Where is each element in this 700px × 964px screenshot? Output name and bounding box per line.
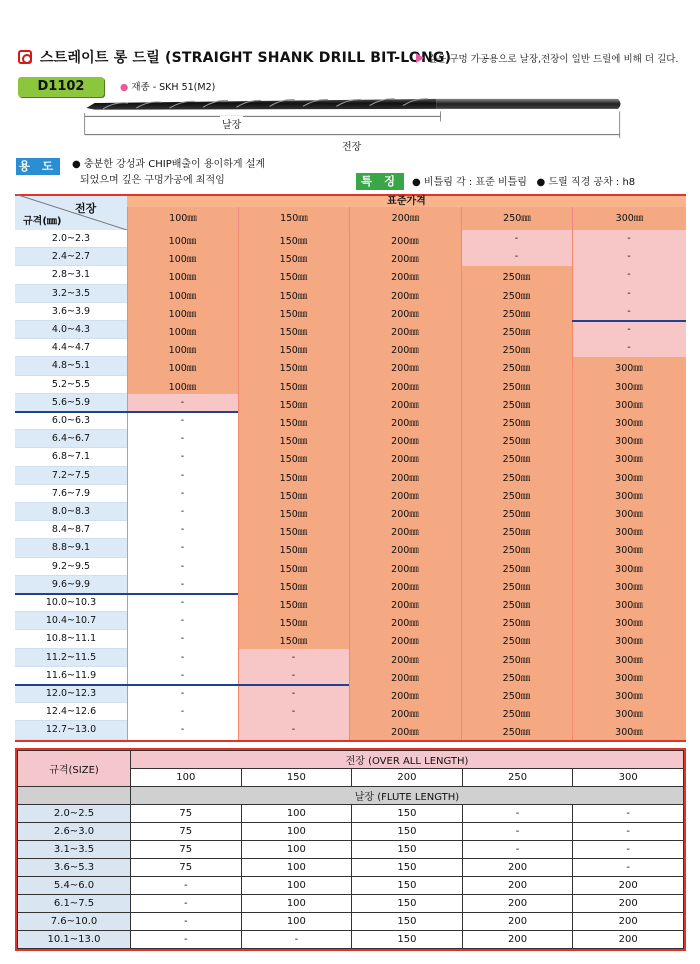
flute-value: 100 bbox=[241, 877, 352, 895]
size-cell: 6.0~6.3 bbox=[15, 412, 127, 430]
flute-value: 150 bbox=[352, 895, 463, 913]
price-value: - bbox=[180, 506, 185, 517]
price-value: 200㎜ bbox=[391, 381, 419, 393]
price-value: 150㎜ bbox=[279, 490, 308, 502]
flute-value: 150 bbox=[352, 841, 463, 859]
product-code-badge: D1102 bbox=[18, 77, 104, 97]
flute-value: 100 bbox=[241, 913, 352, 931]
price-value: 150㎜ bbox=[279, 290, 308, 302]
standard-price-header: 표준가격 bbox=[127, 194, 686, 207]
flute-value: 75 bbox=[131, 859, 242, 877]
empty-corner bbox=[18, 787, 131, 805]
size-cell: 10.0~10.3 bbox=[15, 594, 127, 612]
flute-value: - bbox=[131, 877, 242, 895]
price-value: - bbox=[180, 542, 185, 554]
size-cell: 8.0~8.3 bbox=[15, 503, 127, 521]
price-value: - bbox=[291, 724, 296, 736]
flute-value: 200 bbox=[462, 877, 573, 895]
table-row bbox=[18, 859, 684, 877]
size-cell: 11.2~11.5 bbox=[15, 649, 127, 667]
table-row bbox=[18, 877, 684, 895]
column-header-4: 250㎜ bbox=[461, 207, 572, 230]
price-value: - bbox=[291, 669, 296, 681]
price-value: 150㎜ bbox=[279, 254, 308, 266]
price-value: 300㎜ bbox=[615, 709, 643, 721]
price-value: 100㎜ bbox=[168, 381, 197, 393]
price-value: - bbox=[180, 688, 185, 699]
flute-value: - bbox=[573, 859, 684, 877]
price-value: 200㎜ bbox=[391, 436, 419, 448]
price-value: 200㎜ bbox=[391, 600, 419, 611]
price-value: 200㎜ bbox=[391, 636, 419, 648]
price-value: - bbox=[291, 706, 296, 718]
size-cell: 9.2~9.5 bbox=[15, 558, 127, 576]
price-value: 300㎜ bbox=[615, 563, 643, 575]
flute-value: 150 bbox=[352, 805, 463, 823]
price-value: - bbox=[180, 415, 185, 426]
price-value: - bbox=[180, 396, 185, 408]
price-value: 300㎜ bbox=[615, 418, 643, 429]
size-cell: 3.6~3.9 bbox=[15, 303, 127, 321]
separator-line bbox=[15, 411, 238, 413]
bullet-icon: ● bbox=[120, 82, 129, 93]
feature-tolerance: 드릴 직경 공차 : h8 bbox=[548, 177, 636, 188]
price-value: 200㎜ bbox=[391, 418, 419, 429]
price-value: 200㎜ bbox=[391, 272, 419, 284]
price-value: 250㎜ bbox=[502, 654, 531, 666]
price-value: - bbox=[291, 688, 296, 699]
price-value: 250㎜ bbox=[502, 436, 531, 448]
price-value: - bbox=[180, 560, 185, 572]
price-value: 200㎜ bbox=[391, 527, 419, 539]
bullet-icon: ● bbox=[536, 177, 546, 188]
price-value: - bbox=[180, 633, 185, 645]
flute-value: 150 bbox=[352, 931, 463, 949]
price-value: 250㎜ bbox=[502, 345, 531, 357]
price-value: 200㎜ bbox=[391, 454, 419, 466]
page-title: 스트레이트 롱 드릴 (STRAIGHT SHANK DRILL BIT-LONG) bbox=[40, 50, 452, 66]
price-value: 300㎜ bbox=[615, 527, 643, 539]
flute-value: 150 bbox=[352, 859, 463, 877]
price-value: 250㎜ bbox=[502, 727, 531, 739]
price-value: - bbox=[180, 469, 185, 481]
size-cell: 5.2~5.5 bbox=[15, 376, 127, 394]
price-value: 200㎜ bbox=[391, 399, 419, 411]
price-value: - bbox=[627, 233, 631, 244]
flute-value: - bbox=[462, 805, 573, 823]
price-value: 300㎜ bbox=[615, 600, 643, 611]
flute-value: 150 bbox=[352, 877, 463, 895]
price-value: 200㎜ bbox=[391, 709, 419, 721]
price-value: 150㎜ bbox=[279, 472, 308, 484]
price-value: 150㎜ bbox=[279, 327, 308, 338]
overall-length-header: 전장 (OVER ALL LENGTH) bbox=[131, 751, 684, 769]
price-value: 250㎜ bbox=[502, 709, 531, 721]
size-cell: 7.6~7.9 bbox=[15, 485, 127, 503]
price-value: 200㎜ bbox=[391, 363, 419, 375]
flute-value: - bbox=[462, 841, 573, 859]
feature-twist: 비틀림 각 : 표준 비틀림 bbox=[423, 177, 527, 188]
price-value: 250㎜ bbox=[502, 509, 531, 520]
price-value: 250㎜ bbox=[502, 563, 531, 575]
price-value: - bbox=[627, 269, 631, 281]
price-value: 150㎜ bbox=[279, 600, 308, 611]
price-value: 200㎜ bbox=[391, 472, 419, 484]
size-cell: 2.8~3.1 bbox=[15, 266, 127, 284]
price-value: 250㎜ bbox=[502, 308, 531, 320]
material-label: 재종 - SKH 51(M2) bbox=[131, 82, 216, 93]
flute-value: 75 bbox=[131, 805, 242, 823]
price-value: 150㎜ bbox=[279, 399, 308, 411]
product-description: 깊은 구멍 가공용으로 날장,전장이 일반 드릴에 비해 더 길다. bbox=[428, 54, 679, 65]
flute-value: - bbox=[131, 931, 242, 949]
price-value: 250㎜ bbox=[502, 272, 531, 284]
price-value: - bbox=[180, 669, 185, 681]
flute-value: - bbox=[573, 805, 684, 823]
price-value: 150㎜ bbox=[279, 345, 308, 357]
flute-value: 200 bbox=[573, 931, 684, 949]
price-value: 300㎜ bbox=[615, 618, 643, 630]
price-value: 200㎜ bbox=[391, 654, 419, 666]
price-value: 200㎜ bbox=[391, 581, 419, 593]
table-row bbox=[18, 805, 684, 823]
price-value: 250㎜ bbox=[502, 600, 531, 611]
size-cell: 5.4~6.0 bbox=[18, 877, 131, 895]
price-value: 150㎜ bbox=[279, 545, 308, 557]
price-value: 150㎜ bbox=[279, 527, 308, 539]
price-value: 200㎜ bbox=[391, 691, 419, 702]
price-value: 250㎜ bbox=[502, 672, 531, 684]
price-value: 150㎜ bbox=[279, 618, 308, 630]
flute-value: - bbox=[131, 895, 242, 913]
size-cell: 3.1~3.5 bbox=[18, 841, 131, 859]
price-value: 150㎜ bbox=[279, 236, 308, 247]
table-row bbox=[18, 823, 684, 841]
price-value: 300㎜ bbox=[615, 691, 643, 702]
flute-value: 100 bbox=[241, 823, 352, 841]
flute-value: - bbox=[131, 913, 242, 931]
price-value: 100㎜ bbox=[168, 290, 197, 302]
column-header-2: 150㎜ bbox=[238, 207, 349, 230]
flute-length-label: 날장 bbox=[220, 116, 243, 131]
flute-value: 200 bbox=[462, 913, 573, 931]
size-cell: 6.8~7.1 bbox=[15, 448, 127, 466]
column-header-3: 200㎜ bbox=[349, 207, 461, 230]
price-value: 150㎜ bbox=[279, 563, 308, 575]
features-badge: 특 징 bbox=[356, 173, 404, 190]
size-cell: 3.2~3.5 bbox=[15, 285, 127, 303]
price-value: 100㎜ bbox=[168, 254, 197, 266]
length-150: 150 bbox=[241, 769, 352, 787]
price-value: 250㎜ bbox=[502, 545, 531, 557]
size-cell: 8.4~8.7 bbox=[15, 521, 127, 539]
price-value: 150㎜ bbox=[279, 454, 308, 466]
price-value: - bbox=[514, 233, 519, 244]
price-value: 250㎜ bbox=[502, 381, 531, 393]
price-value: 150㎜ bbox=[279, 509, 308, 520]
price-value: 250㎜ bbox=[502, 399, 531, 411]
price-value: 200㎜ bbox=[391, 727, 419, 739]
price-value: - bbox=[180, 615, 185, 627]
price-value: 200㎜ bbox=[391, 509, 419, 520]
flute-value: 100 bbox=[241, 805, 352, 823]
price-value: 300㎜ bbox=[615, 636, 643, 648]
size-cell: 7.6~10.0 bbox=[18, 913, 131, 931]
flute-length-header: 날장 (FLUTE LENGTH) bbox=[131, 787, 684, 805]
size-cell: 2.4~2.7 bbox=[15, 248, 127, 266]
price-value: 250㎜ bbox=[502, 527, 531, 539]
price-value: 250㎜ bbox=[502, 691, 531, 702]
price-value: 300㎜ bbox=[615, 454, 643, 466]
size-cell: 7.2~7.5 bbox=[15, 467, 127, 485]
table-row bbox=[18, 931, 684, 949]
flute-value: 200 bbox=[462, 931, 573, 949]
purpose-badge: 용 도 bbox=[16, 158, 60, 175]
price-value: 100㎜ bbox=[168, 327, 197, 338]
price-value: 300㎜ bbox=[615, 509, 643, 520]
table-bottom-border bbox=[15, 740, 686, 742]
price-value: 300㎜ bbox=[615, 581, 643, 593]
flute-value: - bbox=[462, 823, 573, 841]
price-value: 250㎜ bbox=[502, 418, 531, 429]
price-value: 200㎜ bbox=[391, 345, 419, 357]
price-value: 250㎜ bbox=[502, 636, 531, 648]
flute-value: 200 bbox=[573, 877, 684, 895]
corner-top-label: 전장 bbox=[75, 202, 97, 215]
price-value: 300㎜ bbox=[615, 654, 643, 666]
price-value: 250㎜ bbox=[502, 490, 531, 502]
purpose-line-2: 되었으며 깊은 구멍가공에 최적임 bbox=[80, 175, 225, 186]
price-value: 150㎜ bbox=[279, 436, 308, 448]
column-header-1: 100㎜ bbox=[127, 207, 238, 230]
purpose-line-1-text: 충분한 강성과 CHIP배출이 용이하게 설계 bbox=[83, 159, 266, 170]
price-value: 300㎜ bbox=[615, 436, 643, 448]
flute-value: 150 bbox=[352, 913, 463, 931]
price-value: 150㎜ bbox=[279, 581, 308, 593]
price-value: 250㎜ bbox=[502, 327, 531, 338]
table-row bbox=[18, 841, 684, 859]
price-value: 300㎜ bbox=[615, 472, 643, 484]
price-value: 150㎜ bbox=[279, 272, 308, 284]
price-value: 300㎜ bbox=[615, 399, 643, 411]
price-value: - bbox=[180, 487, 185, 499]
length-200: 200 bbox=[352, 769, 463, 787]
price-value: 200㎜ bbox=[391, 490, 419, 502]
price-value: 300㎜ bbox=[615, 381, 643, 393]
price-value: 200㎜ bbox=[391, 254, 419, 266]
price-value: - bbox=[180, 597, 185, 608]
table-row bbox=[18, 895, 684, 913]
size-cell: 3.6~5.3 bbox=[18, 859, 131, 877]
size-cell: 10.8~11.1 bbox=[15, 630, 127, 648]
flute-value: 100 bbox=[241, 841, 352, 859]
price-value: 300㎜ bbox=[615, 490, 643, 502]
column-header-5: 300㎜ bbox=[572, 207, 686, 230]
size-cell: 12.7~13.0 bbox=[15, 721, 127, 739]
price-value: 150㎜ bbox=[279, 363, 308, 375]
separator-line bbox=[15, 593, 238, 595]
price-value: - bbox=[291, 651, 296, 663]
size-cell: 12.0~12.3 bbox=[15, 685, 127, 703]
price-value: 200㎜ bbox=[391, 236, 419, 247]
size-cell: 2.0~2.3 bbox=[15, 230, 127, 248]
price-value: - bbox=[180, 451, 185, 463]
price-value: - bbox=[627, 251, 631, 263]
size-cell: 5.6~5.9 bbox=[15, 394, 127, 412]
separator-line bbox=[572, 320, 686, 322]
price-value: 300㎜ bbox=[615, 672, 643, 684]
size-cell: 10.1~13.0 bbox=[18, 931, 131, 949]
price-value: 100㎜ bbox=[168, 236, 197, 247]
bullet-icon: ● bbox=[412, 177, 421, 188]
price-value: - bbox=[180, 524, 185, 536]
price-value: 300㎜ bbox=[615, 727, 643, 739]
price-value: - bbox=[627, 342, 631, 354]
overall-length-label: 전장 bbox=[340, 138, 363, 153]
separator-line bbox=[15, 684, 349, 686]
flute-value: 150 bbox=[352, 823, 463, 841]
size-cell: 6.4~6.7 bbox=[15, 430, 127, 448]
size-cell: 4.4~4.7 bbox=[15, 339, 127, 357]
price-value: 150㎜ bbox=[279, 308, 308, 320]
price-value: - bbox=[514, 251, 519, 263]
price-value: 250㎜ bbox=[502, 472, 531, 484]
price-value: 200㎜ bbox=[391, 672, 419, 684]
corner-bottom-label: 규격(㎜) bbox=[23, 216, 62, 227]
size-cell: 9.6~9.9 bbox=[15, 576, 127, 594]
price-value: 250㎜ bbox=[502, 363, 531, 375]
price-value: - bbox=[180, 651, 185, 663]
price-value: 100㎜ bbox=[168, 272, 197, 284]
price-value: - bbox=[627, 287, 631, 299]
price-value: - bbox=[180, 706, 185, 718]
size-cell: 8.8~9.1 bbox=[15, 539, 127, 557]
flute-value: 200 bbox=[462, 859, 573, 877]
price-value: 200㎜ bbox=[391, 563, 419, 575]
price-value: 250㎜ bbox=[502, 581, 531, 593]
length-100: 100 bbox=[131, 769, 242, 787]
size-cell: 2.6~3.0 bbox=[18, 823, 131, 841]
price-value: 300㎜ bbox=[615, 545, 643, 557]
bullet-icon: ● bbox=[72, 159, 81, 170]
size-cell: 10.4~10.7 bbox=[15, 612, 127, 630]
size-cell: 4.0~4.3 bbox=[15, 321, 127, 339]
price-value: 150㎜ bbox=[279, 418, 308, 429]
flute-value: - bbox=[573, 823, 684, 841]
price-value: 100㎜ bbox=[168, 345, 197, 357]
size-cell: 6.1~7.5 bbox=[18, 895, 131, 913]
price-value: - bbox=[627, 324, 631, 335]
price-value: 200㎜ bbox=[391, 290, 419, 302]
length-300: 300 bbox=[573, 769, 684, 787]
price-value: 150㎜ bbox=[279, 381, 308, 393]
price-value: 300㎜ bbox=[615, 363, 643, 375]
price-value: 200㎜ bbox=[391, 618, 419, 630]
flute-value: - bbox=[241, 931, 352, 949]
price-value: 100㎜ bbox=[168, 363, 197, 375]
flute-value: 200 bbox=[573, 913, 684, 931]
price-value: - bbox=[180, 724, 185, 736]
flute-value: - bbox=[573, 841, 684, 859]
price-value: 150㎜ bbox=[279, 636, 308, 648]
length-250: 250 bbox=[462, 769, 573, 787]
price-value: 250㎜ bbox=[502, 290, 531, 302]
price-value: - bbox=[180, 578, 185, 590]
size-cell: 11.6~11.9 bbox=[15, 667, 127, 685]
size-cell: 12.4~12.6 bbox=[15, 703, 127, 721]
flute-value: 75 bbox=[131, 823, 242, 841]
size-cell: 4.8~5.1 bbox=[15, 357, 127, 375]
flute-value: 200 bbox=[573, 895, 684, 913]
flute-value: 75 bbox=[131, 841, 242, 859]
price-value: 200㎜ bbox=[391, 545, 419, 557]
price-value: - bbox=[627, 305, 631, 317]
price-value: 250㎜ bbox=[502, 454, 531, 466]
price-value: 100㎜ bbox=[168, 308, 197, 320]
length-spec-table bbox=[15, 748, 686, 951]
size-header: 규격(SIZE) bbox=[18, 751, 131, 787]
table-row bbox=[18, 913, 684, 931]
flute-value: 200 bbox=[462, 895, 573, 913]
flute-value: 100 bbox=[241, 895, 352, 913]
flute-value: 100 bbox=[241, 859, 352, 877]
price-value: 250㎜ bbox=[502, 618, 531, 630]
price-value: 200㎜ bbox=[391, 308, 419, 320]
price-value: - bbox=[180, 433, 185, 445]
size-cell: 2.0~2.5 bbox=[18, 805, 131, 823]
price-value: 200㎜ bbox=[391, 327, 419, 338]
